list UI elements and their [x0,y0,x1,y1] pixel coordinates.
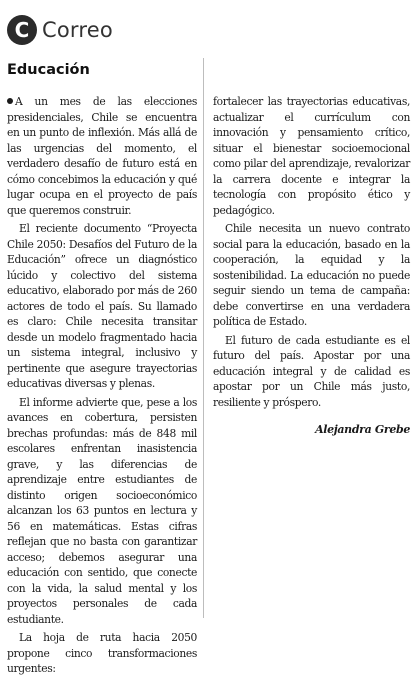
article-author: Alejandra Grebe [315,423,410,436]
article-paragraph: El informe advierte que, pese a los avances en cobertura, persisten brechas profundas: más de 848 mil escolares enfrentan inasistencia grave, y las diferencias de aprendizaje entre estudiantes de distinto origen socioeconómico alcanzan los 63 puntos en lectura y 56 en matemáticas. Estas cifras reflejan que no basta con garantizar acceso; debemos asegurar una educación con sentido, que conecte con la vida, la salud mental y los proyectos personales de cada estudiante. [7,395,197,626]
section-badge: C [7,15,37,45]
article-paragraph: El reciente documento “Proyecta Chile 2050: Desafíos del Futuro de la Educación” ofrece un diagnóstico lúcido y colectivo del sistema educativo, elaborado por más de 260 actores de todo el país. Su llamado es claro: Chile necesita transitar desde un modelo fragmentado hacia un sistema integral, inclusivo y pertinente que asegure trayectorias educativas diversas y plenas. [7,222,197,390]
article-column-left [7,94,197,680]
section-header [7,15,113,45]
article-paragraph: El futuro de cada estudiante es el futuro del país. Apostar por una educación integral y de calidad es apostar por un Chile más justo, resiliente y próspero. [213,333,410,409]
paragraph-text: A un mes de las elecciones presidenciales, Chile se encuentra en un punto de inflexión. Más allá de las urgencias del momento, el verdadero desafío de futuro está en cómo concebimos la educación y qué lugar ocupa en el proyecto de país que queremos construir. [7,95,197,217]
article-column-right [213,94,410,438]
article-paragraph: fortalecer las trayectorias educativas, actualizar el currículum con innovación y pensamiento crítico, situar el bienestar socioemocional como pilar del aprendizaje, revalorizar la carrera docente e integrar la tecnología con propósito ético y pedagógico. [213,95,410,217]
article-paragraph [7,94,197,218]
article-headline: Educación [7,62,90,78]
article-paragraph: La hoja de ruta hacia 2050 propone cinco transformaciones urgentes: [7,631,197,675]
bullet-icon [7,98,13,104]
column-divider [203,58,204,618]
article-paragraph: Chile necesita un nuevo contrato social para la educación, basado en la cooperación, la equidad y la sostenibilidad. La educación no puede seguir siendo un tema de campaña: debe convertirse en una verdadera política de Estado. [213,222,410,328]
section-name: Correo [42,18,113,42]
